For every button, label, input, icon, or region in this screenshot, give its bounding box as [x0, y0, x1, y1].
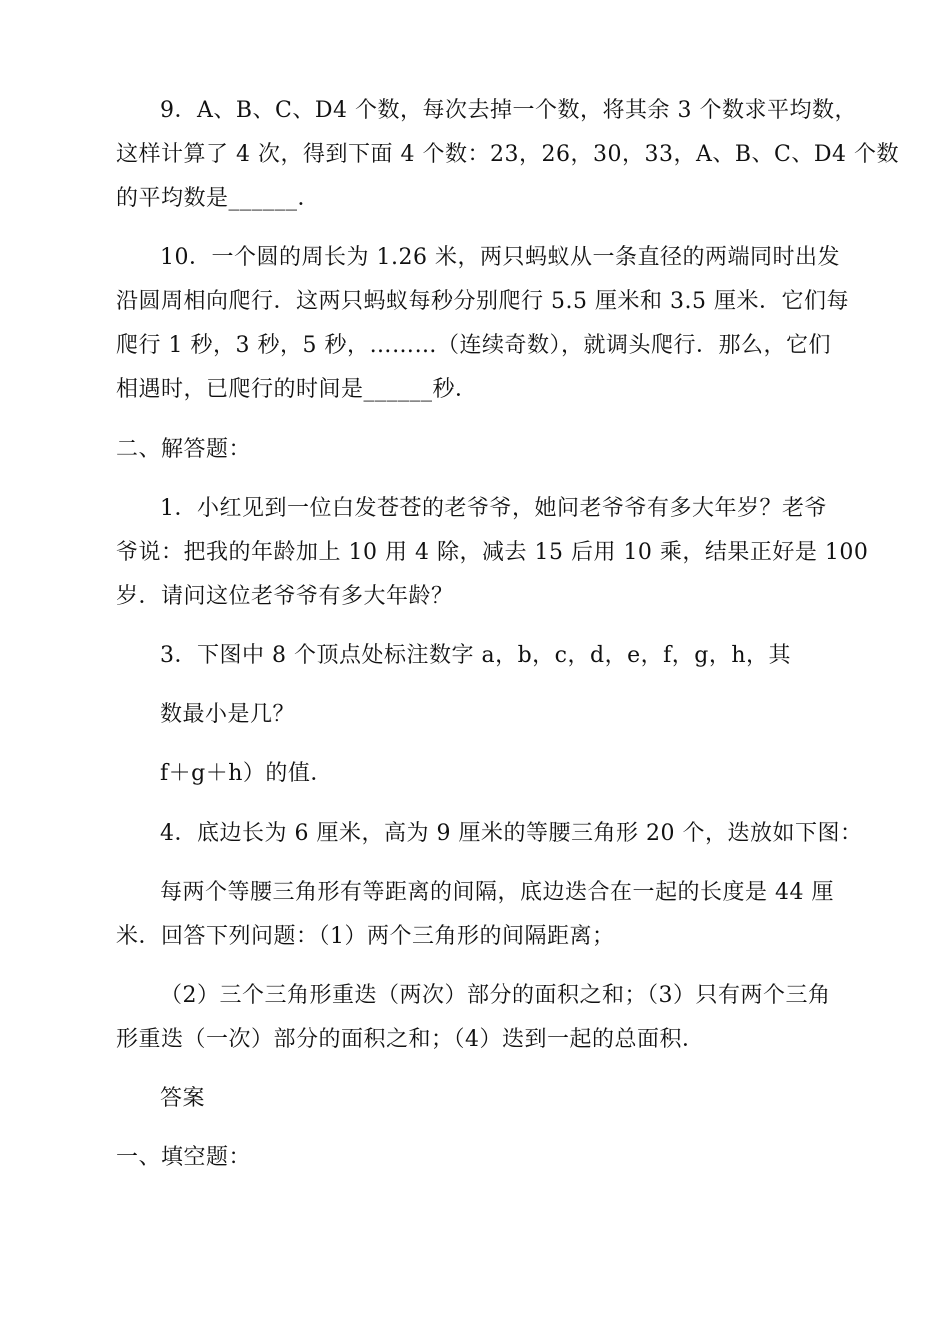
section-heading-fill-blank: 一、填空题：: [116, 1145, 252, 1170]
q9-line-1: 9．A、B、C、D4 个数，每次去掉一个数，将其余 3 个数求平均数，: [160, 98, 857, 123]
a3-line-2: 数最小是几？: [160, 702, 296, 727]
a1-line-2: 爷说：把我的年龄加上 10 用 4 除，减去 15 后用 10 乘，结果正好是 100: [116, 540, 869, 565]
q10-line-1: 10．一个圆的周长为 1.26 米，两只蚂蚁从一条直径的两端同时出发: [160, 245, 840, 270]
answers-heading: 答案: [160, 1086, 206, 1111]
section-heading-answer-questions: 二、解答题：: [116, 437, 252, 462]
q10-line-3: 爬行 1 秒，3 秒，5 秒，………（连续奇数），就调头爬行．那么，它们: [116, 333, 831, 358]
a1-line-3: 岁．请问这位老爷爷有多大年龄？: [116, 584, 454, 609]
q10-line-2: 沿圆周相向爬行．这两只蚂蚁每秒分别爬行 5.5 厘米和 3.5 厘米．它们每: [116, 289, 849, 314]
q10-line-4: 相遇时，已爬行的时间是______秒．: [116, 377, 478, 402]
q9-line-2: 这样计算了 4 次，得到下面 4 个数：23，26，30，33，A、B、C、D4 个数: [116, 142, 899, 167]
a4-line-5: 形重迭（一次）部分的面积之和；（4）迭到一起的总面积．: [116, 1027, 705, 1052]
a4-line-4: （2）三个三角形重迭（两次）部分的面积之和；（3）只有两个三角: [160, 983, 831, 1008]
q9-line-3: 的平均数是______．: [116, 186, 321, 211]
a4-line-2: 每两个等腰三角形有等距离的间隔，底边迭合在一起的长度是 44 厘: [160, 880, 834, 905]
a1-line-1: 1．小红见到一位白发苍苍的老爷爷，她问老爷爷有多大年岁？老爷: [160, 496, 827, 521]
a3-line-3: f＋g＋h）的值．: [160, 761, 333, 786]
a4-line-3: 米．回答下列问题：（1）两个三角形的间隔距离；: [116, 924, 615, 949]
a3-line-1: 3．下图中 8 个顶点处标注数字 a，b，c，d，e，f，g，h，其: [160, 643, 791, 668]
a4-line-1: 4．底边长为 6 厘米，高为 9 厘米的等腰三角形 20 个，迭放如下图：: [160, 821, 863, 846]
